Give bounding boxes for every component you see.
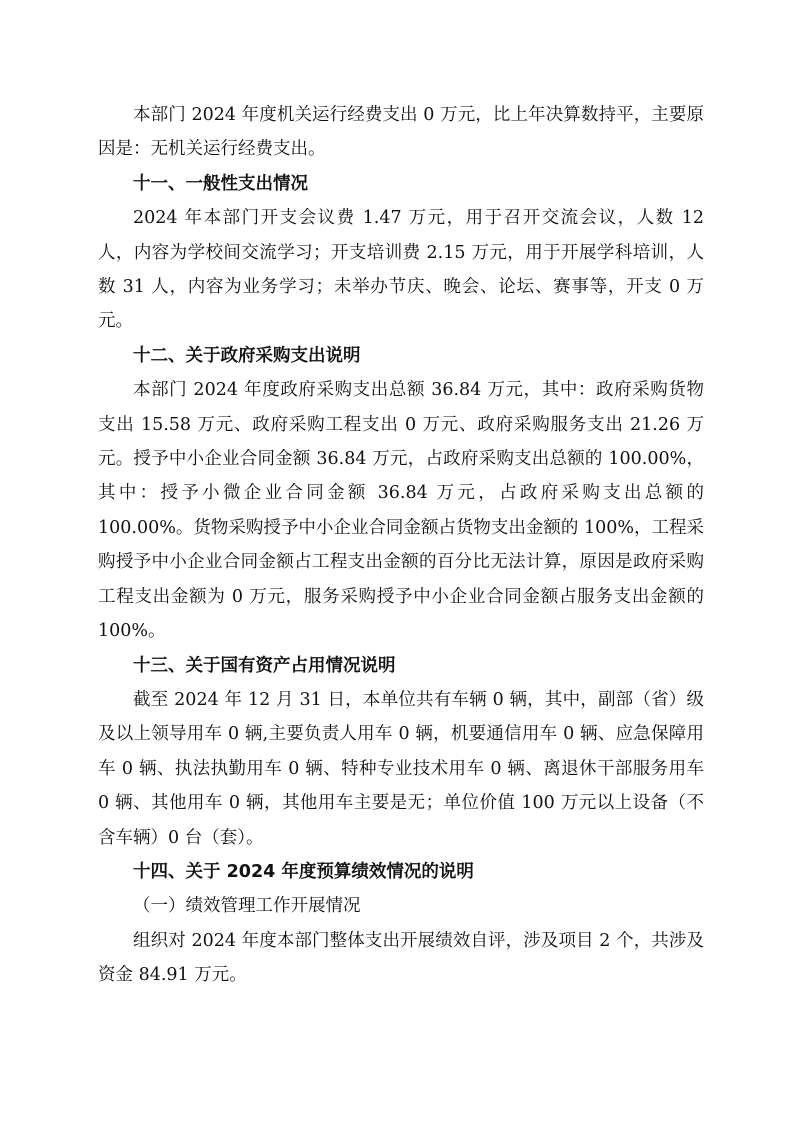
heading-general-expense: 十一、一般性支出情况 [133,173,308,194]
paragraph-performance: 组织对 2024 年度本部门整体支出开展绩效自评，涉及项目 2 个，共涉及资金 84.91 万元。 [98,930,704,986]
paragraph-general-expense: 2024 年本部门开支会议费 1.47 万元，用于召开交流会议，人数 12 人，内容为学校间交流学习；开支培训费 2.15 万元，用于开展学科培训，人数 31 人，内容为业务学习；未举办节庆、晚会、论坛、赛事等，开支 0 万元。 [98,208,704,332]
document-body [98,98,704,993]
heading-performance: 十四、关于 2024 年度预算绩效情况的说明 [133,861,474,882]
heading-state-assets: 十三、关于国有资产占用情况说明 [133,655,396,676]
paragraph-state-assets: 截至 2024 年 12 月 31 日，本单位共有车辆 0 辆，其中，副部（省）级及以上领导用车 0 辆,主要负责人用车 0 辆，机要通信用车 0 辆、应急保障用车 0 辆、执法执勤用车 0 辆、特种专业技术用车 0 辆、离退休干部服务用车 0 辆、其他用车 0 辆，其他用车主要是无；单位价值 100 万元以上设备（不含车辆）0 台（套）。 [98,689,704,848]
paragraph-procurement: 本部门 2024 年度政府采购支出总额 36.84 万元，其中：政府采购货物支出 15.58 万元、政府采购工程支出 0 万元、政府采购服务支出 21.26 万元。授予中小企业合同金额 36.84 万元，占政府采购支出总额的 100.00%，其中：授予小微企业合同金额 36.84 万元，占政府采购支出总额的 100.00%。货物采购授予中小企业合同金额占货物支出金额的 100%，工程采购授予中小企业合同金额占工程支出金额的百分比无法计算，原因是政府采购工程支出金额为 0 万元，服务采购授予中小企业合同金额占服务支出金额的 100%。 [98,380,704,642]
paragraph-operating-cost: 本部门 2024 年度机关运行经费支出 0 万元，比上年决算数持平，主要原因是：无机关运行经费支出。 [98,105,704,160]
heading-procurement: 十二、关于政府采购支出说明 [133,345,361,366]
subheading-performance-management: （一）绩效管理工作开展情况 [133,896,361,917]
